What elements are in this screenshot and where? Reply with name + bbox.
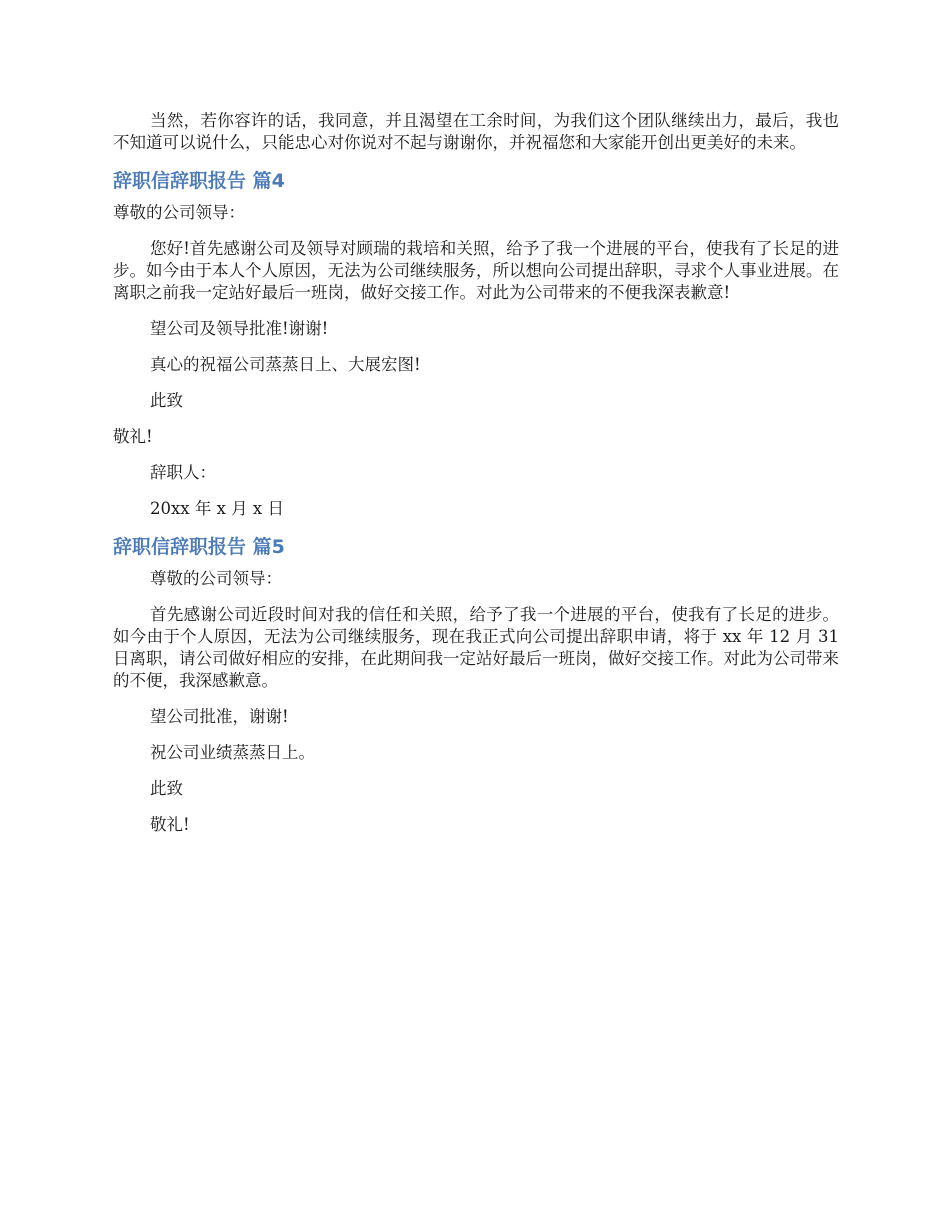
intro-paragraph: 当然，若你容许的话，我同意，并且渴望在工余时间，为我们这个团队继续出力，最后，我也不知道可以说什么，只能忠心对你说对不起与谢谢你，并祝福您和大家能开创出更美好的未来。 <box>113 111 839 152</box>
section-4-signer: 辞职人： <box>150 463 216 482</box>
section-4-body: 您好!首先感谢公司及领导对顾瑞的栽培和关照，给予了我一个进展的平台，使我有了长足的进步。如今由于本人个人原因，无法为公司继续服务，所以想向公司提出辞职，寻求个人事业进展。在离职之前我一定站好最后一班岗，做好交接工作。对此为公司带来的不便我深表歉意! <box>113 239 839 302</box>
section-5-body: 首先感谢公司近段时间对我的信任和关照，给予了我一个进展的平台，使我有了长足的进步。如今由于个人原因，无法为公司继续服务，现在我正式向公司提出辞职申请，将于 xx 年 12 月 31 日离职，请公司做好相应的安排，在此期间我一定站好最后一班岗，做好交接工作。对此为公司带来的不便，我深感歉意。 <box>113 605 839 690</box>
document-page <box>113 110 839 850</box>
section-4-wish-line: 真心的祝福公司蒸蒸日上、大展宏图! <box>150 355 421 374</box>
section-5-salutation: 尊敬的公司领导： <box>150 569 282 588</box>
section-4 <box>113 168 839 520</box>
section-5-closing-jingli: 敬礼! <box>150 815 190 834</box>
section-5-wish-line: 祝公司业绩蒸蒸日上。 <box>150 743 315 762</box>
section-5-request-line: 望公司批准，谢谢! <box>150 707 289 726</box>
section-4-closing-zhici: 此致 <box>150 391 183 410</box>
section-4-request-line: 望公司及领导批准!谢谢! <box>150 319 329 338</box>
section-5-closing-zhici: 此致 <box>150 779 183 798</box>
section-4-closing-jingli: 敬礼! <box>113 427 153 446</box>
section-5 <box>113 534 839 836</box>
section-4-title: 辞职信辞职报告 篇4 <box>113 170 285 192</box>
section-5-title: 辞职信辞职报告 篇5 <box>113 536 285 558</box>
section-4-salutation: 尊敬的公司领导： <box>113 203 245 222</box>
section-4-date: 20xx 年 x 月 x 日 <box>150 499 284 518</box>
